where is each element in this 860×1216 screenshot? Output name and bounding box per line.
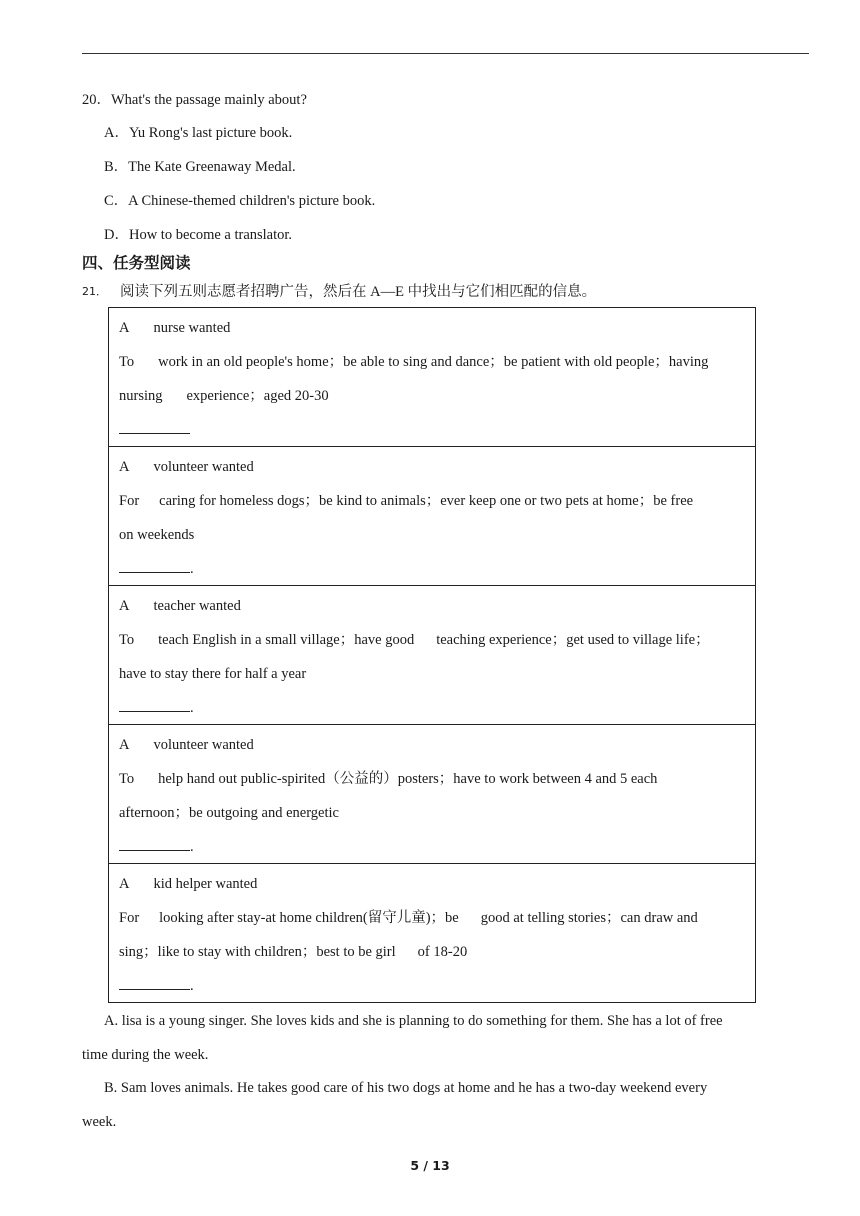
ad-cell-4 bbox=[109, 725, 756, 864]
ad-line2-prefix: have to stay there for half a year bbox=[119, 666, 307, 682]
q20-option-d: D．How to become a translator. bbox=[104, 227, 293, 243]
ad-title: volunteer wanted bbox=[153, 459, 254, 475]
ad-line1-cont: teaching experience；get used to village life； bbox=[436, 632, 710, 648]
ad-line2: experience；aged 20-30 bbox=[186, 388, 329, 404]
ad-cell-3 bbox=[109, 586, 756, 725]
page-number: 5 / 13 bbox=[410, 1158, 450, 1173]
ads-table bbox=[108, 307, 756, 1003]
person-a-line2: time during the week. bbox=[82, 1047, 209, 1063]
question-21-number: 21． bbox=[82, 285, 107, 298]
ad-title-prefix: A bbox=[119, 459, 130, 475]
ad-end: . bbox=[190, 561, 194, 577]
answer-blank[interactable] bbox=[119, 419, 190, 434]
ad-title-prefix: A bbox=[119, 737, 130, 753]
ad-title-prefix: A bbox=[119, 598, 130, 614]
ad-line2-prefix: sing；like to stay with children；best to be girl bbox=[119, 944, 396, 960]
ad-line1: looking after stay-at home children(留守儿童)；be bbox=[159, 910, 459, 926]
ad-row bbox=[109, 447, 756, 586]
ad-end: . bbox=[190, 978, 194, 994]
person-b-line1: B. Sam loves animals. He takes good care of his two dogs at home and he has a two-day weekend every bbox=[104, 1080, 708, 1096]
q20-option-a: A．Yu Rong's last picture book. bbox=[104, 125, 293, 141]
question-21-instruction: 阅读下列五则志愿者招聘广告，然后在 A—E 中找出与它们相匹配的信息。 bbox=[120, 284, 597, 300]
ad-line1-prefix: For bbox=[119, 910, 140, 926]
ad-row bbox=[109, 586, 756, 725]
ad-end: . bbox=[190, 700, 194, 716]
ad-line2: of 18-20 bbox=[417, 944, 468, 960]
ad-title: teacher wanted bbox=[153, 598, 241, 614]
ad-line1: teach English in a small village；have good bbox=[158, 632, 415, 648]
ad-line1: caring for homeless dogs；be kind to animals；ever keep one or two pets at home；be free bbox=[159, 493, 694, 509]
ad-line1: work in an old people's home；be able to sing and dance；be patient with old people；having bbox=[158, 354, 709, 370]
ad-row bbox=[109, 725, 756, 864]
ad-line1: help hand out public-spirited（公益的）posters；have to work between 4 and 5 each bbox=[158, 771, 658, 787]
answer-blank[interactable] bbox=[119, 975, 190, 990]
ad-line2-prefix: afternoon；be outgoing and energetic bbox=[119, 805, 339, 821]
ad-cell-1 bbox=[109, 308, 756, 447]
q20-option-c: C．A Chinese-themed children's picture book. bbox=[104, 193, 376, 209]
ad-title: nurse wanted bbox=[153, 320, 231, 336]
ad-line1-prefix: To bbox=[119, 354, 135, 370]
ad-title-prefix: A bbox=[119, 320, 130, 336]
ad-cell-2 bbox=[109, 447, 756, 586]
answer-blank[interactable] bbox=[119, 697, 190, 712]
person-a-line1: A. lisa is a young singer. She loves kids and she is planning to do something for them. She has a lot of free bbox=[104, 1013, 723, 1029]
ad-line1-prefix: To bbox=[119, 632, 135, 648]
ad-title-prefix: A bbox=[119, 876, 130, 892]
ad-line1-prefix: For bbox=[119, 493, 140, 509]
ad-line2-prefix: on weekends bbox=[119, 527, 195, 543]
person-b-line2: week. bbox=[82, 1114, 117, 1130]
ad-title: volunteer wanted bbox=[153, 737, 254, 753]
ad-cell-5 bbox=[109, 864, 756, 1003]
ad-row bbox=[109, 308, 756, 447]
ad-line1-prefix: To bbox=[119, 771, 135, 787]
q20-option-b: B．The Kate Greenaway Medal. bbox=[104, 159, 296, 175]
section-heading: 四、任务型阅读 bbox=[82, 254, 191, 272]
ad-end: . bbox=[190, 839, 194, 855]
ad-row bbox=[109, 864, 756, 1003]
question-20-stem: 20．What's the passage mainly about? bbox=[82, 92, 307, 108]
ad-line2-prefix: nursing bbox=[119, 388, 163, 404]
header-rule bbox=[82, 53, 809, 54]
answer-blank[interactable] bbox=[119, 836, 190, 851]
answer-blank[interactable] bbox=[119, 558, 190, 573]
ad-title: kid helper wanted bbox=[153, 876, 258, 892]
ad-line1-cont: good at telling stories；can draw and bbox=[480, 910, 698, 926]
